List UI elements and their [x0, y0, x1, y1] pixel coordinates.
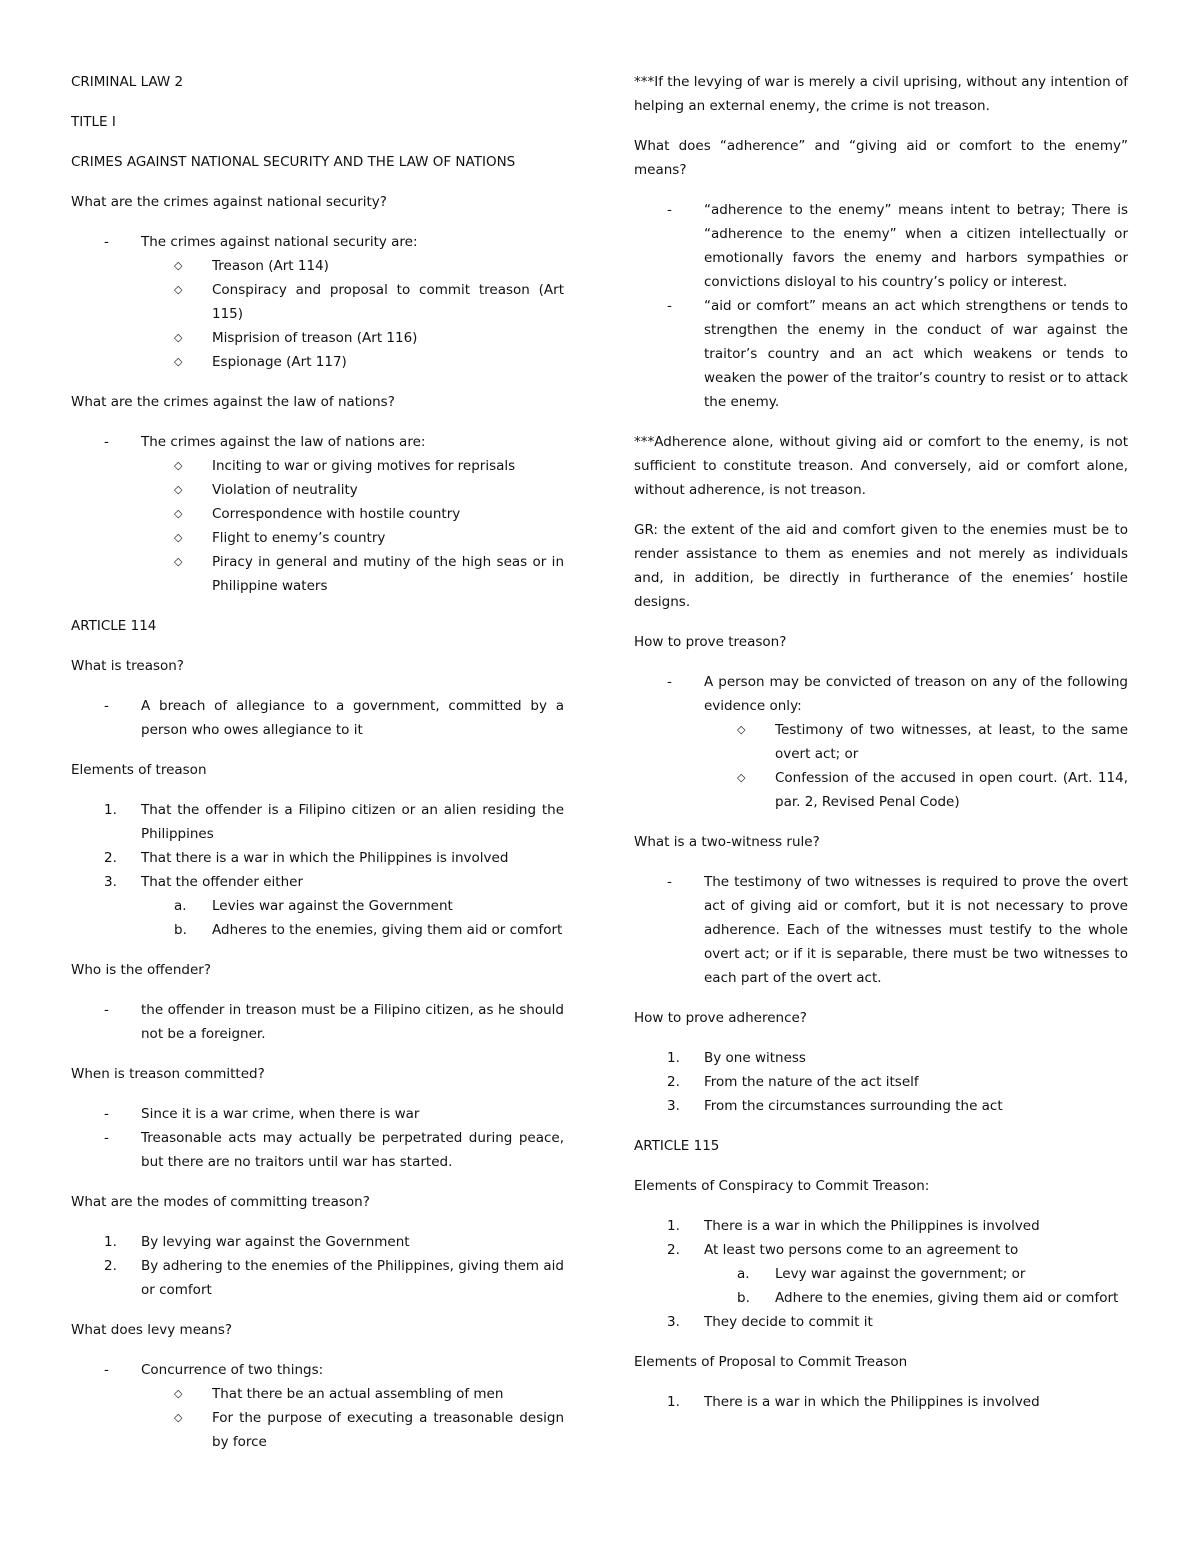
list-item: ◇ Treason (Art 114) — [71, 254, 564, 278]
national-security-list — [71, 230, 564, 374]
question-law-of-nations: What are the crimes against the law of nations? — [71, 394, 395, 410]
diamond-bullet-icon: ◇ — [174, 283, 183, 296]
list-item: - A person may be convicted of treason on any of the following evidence only: — [634, 670, 1128, 718]
list-item: 2. At least two persons come to an agreement to — [667, 1242, 1019, 1258]
diamond-bullet-icon: ◇ — [174, 483, 183, 496]
conspiracy-title: Elements of Conspiracy to Commit Treason: — [634, 1178, 930, 1194]
diamond-bullet-icon: ◇ — [174, 355, 183, 368]
prove-adherence-list — [634, 1046, 1128, 1118]
list-item: - A breach of allegiance to a government, committed by a person who owes allegiance to it — [71, 694, 564, 742]
list-item: 1. There is a war in which the Philippines is involved — [667, 1394, 1040, 1410]
adherence-answer — [634, 198, 1128, 414]
question-modes: What are the modes of committing treason? — [71, 1194, 370, 1210]
article-114-heading: ARTICLE 114 — [71, 618, 157, 634]
left-column — [71, 70, 564, 1454]
question-levy: What does levy means? — [71, 1322, 233, 1338]
dash-bullet: - — [104, 1002, 109, 1018]
list-item: b. Adhere to the enemies, giving them aid or comfort — [737, 1290, 1119, 1306]
list-item: ◇ Misprision of treason (Art 116) — [71, 326, 564, 350]
offender-answer — [71, 998, 564, 1046]
list-item: - The crimes against the law of nations are: — [71, 430, 564, 454]
dash-bullet: - — [104, 698, 109, 714]
diamond-bullet-icon: ◇ — [174, 331, 183, 344]
list-item: - Since it is a war crime, when there is war — [71, 1102, 564, 1126]
course-title: CRIMINAL LAW 2 — [71, 74, 184, 90]
list-item: a. Levies war against the Government — [174, 898, 453, 914]
diamond-bullet-icon: ◇ — [174, 1387, 183, 1400]
list-item: ◇ Conspiracy and proposal to commit treason (Art 115) — [71, 278, 564, 326]
question-national-security: What are the crimes against national security? — [71, 194, 387, 210]
proposal-list — [634, 1390, 1128, 1414]
list-item: - “adherence to the enemy” means intent to betray; There is “adherence to the enemy” when a citizen intellectually or emotionally favors the enemy and harbors sympathies or convictions disloyal to his country’s policy or interest. — [634, 198, 1128, 294]
question-when-committed: When is treason committed? — [71, 1066, 265, 1082]
title-number: TITLE I — [71, 114, 116, 130]
diamond-bullet-icon: ◇ — [174, 1411, 183, 1424]
list-item: 3. From the circumstances surrounding the act — [667, 1098, 1003, 1114]
levy-list — [71, 1358, 564, 1454]
treason-definition — [71, 694, 564, 742]
dash-bullet: - — [104, 1130, 109, 1146]
list-item: b. Adheres to the enemies, giving them aid or comfort — [174, 922, 563, 938]
diamond-bullet-icon: ◇ — [174, 259, 183, 272]
list-item: ◇ That there be an actual assembling of men — [71, 1382, 564, 1406]
list-item: - “aid or comfort” means an act which strengthens or tends to strengthen the enemy in the conduct of war against the traitor’s country and an act which weakens or tends to weaken the power of the traitor’s country to resist or to attack the enemy. — [634, 294, 1128, 414]
list-item: 3. They decide to commit it — [667, 1314, 873, 1330]
diamond-bullet-icon: ◇ — [737, 771, 746, 784]
elements-treason-list — [71, 798, 564, 942]
question-adherence: What does “adherence” and “giving aid or comfort to the enemy” means? — [634, 138, 1128, 178]
when-committed-answer — [71, 1102, 564, 1174]
list-item: - The crimes against national security are: — [71, 230, 564, 254]
prove-treason-list — [634, 670, 1128, 814]
general-rule: GR: the extent of the aid and comfort given to the enemies must be to render assistance to them as enemies and not merely as individuals and, in addition, be directly in furtherance of the enemies’ hostile designs. — [634, 522, 1128, 610]
list-item: - Concurrence of two things: — [71, 1358, 564, 1382]
diamond-bullet-icon: ◇ — [174, 531, 183, 544]
list-item: ◇ Confession of the accused in open court. (Art. 114, par. 2, Revised Penal Code) — [634, 766, 1128, 814]
list-item: 2. That there is a war in which the Philippines is involved — [104, 850, 509, 866]
question-treason: What is treason? — [71, 658, 184, 674]
diamond-bullet-icon: ◇ — [174, 459, 183, 472]
list-item: ◇ Piracy in general and mutiny of the high seas or in Philippine waters — [71, 550, 564, 598]
article-115-heading: ARTICLE 115 — [634, 1138, 720, 1154]
list-item: ◇ For the purpose of executing a treasonable design by force — [71, 1406, 564, 1454]
list-item: - the offender in treason must be a Filipino citizen, as he should not be a foreigner. — [71, 998, 564, 1046]
list-item: 1. There is a war in which the Philippines is involved — [667, 1218, 1040, 1234]
proposal-title: Elements of Proposal to Commit Treason — [634, 1354, 908, 1370]
two-witness-answer — [634, 870, 1128, 990]
list-item: 1. That the offender is a Filipino citizen or an alien residing the Philippines — [104, 802, 564, 842]
diamond-bullet-icon: ◇ — [737, 723, 746, 736]
list-item: 2. From the nature of the act itself — [667, 1074, 919, 1090]
dash-bullet: - — [667, 202, 672, 218]
list-item: - The testimony of two witnesses is required to prove the overt act of giving aid or comfort, but it is not necessary to prove adherence. Each of the witnesses must testify to the whole overt act; or if it is separable, there must be two witnesses to each part of the overt act. — [634, 870, 1128, 990]
dash-bullet: - — [104, 1106, 109, 1122]
law-of-nations-list — [71, 430, 564, 598]
list-item: ◇ Flight to enemy’s country — [71, 526, 564, 550]
dash-bullet: - — [667, 874, 672, 890]
dash-bullet: - — [104, 1362, 109, 1378]
question-offender: Who is the offender? — [71, 962, 211, 978]
diamond-bullet-icon: ◇ — [174, 507, 183, 520]
title-name: CRIMES AGAINST NATIONAL SECURITY AND THE LAW OF NATIONS — [71, 154, 516, 170]
elements-treason-title: Elements of treason — [71, 762, 207, 778]
note-civil-uprising: ***If the levying of war is merely a civil uprising, without any intention of helping an external enemy, the crime is not treason. — [634, 74, 1128, 114]
diamond-bullet-icon: ◇ — [174, 555, 183, 568]
list-item: 1. By levying war against the Government — [104, 1234, 410, 1250]
dash-bullet: - — [667, 298, 672, 314]
list-item: ◇ Violation of neutrality — [71, 478, 564, 502]
note-adherence-alone: ***Adherence alone, without giving aid or comfort to the enemy, is not sufficient to constitute treason. And conversely, aid or comfort alone, without adherence, is not treason. — [634, 434, 1128, 498]
right-column — [634, 70, 1128, 1414]
question-prove-treason: How to prove treason? — [634, 634, 787, 650]
list-item: ◇ Espionage (Art 117) — [71, 350, 564, 374]
list-item: - Treasonable acts may actually be perpetrated during peace, but there are no traitors until war has started. — [71, 1126, 564, 1174]
conspiracy-list — [634, 1214, 1128, 1334]
list-item: a. Levy war against the government; or — [737, 1266, 1026, 1282]
dash-bullet: - — [104, 434, 109, 450]
dash-bullet: - — [104, 234, 109, 250]
question-prove-adherence: How to prove adherence? — [634, 1010, 807, 1026]
question-two-witness: What is a two-witness rule? — [634, 834, 820, 850]
list-item: ◇ Correspondence with hostile country — [71, 502, 564, 526]
list-item: 1. By one witness — [667, 1050, 806, 1066]
list-item: 2. By adhering to the enemies of the Philippines, giving them aid or comfort — [104, 1258, 564, 1298]
modes-list — [71, 1230, 564, 1302]
dash-bullet: - — [667, 674, 672, 690]
list-item: 3. That the offender either — [104, 874, 304, 890]
list-item: ◇ Inciting to war or giving motives for reprisals — [71, 454, 564, 478]
list-item: ◇ Testimony of two witnesses, at least, to the same overt act; or — [634, 718, 1128, 766]
